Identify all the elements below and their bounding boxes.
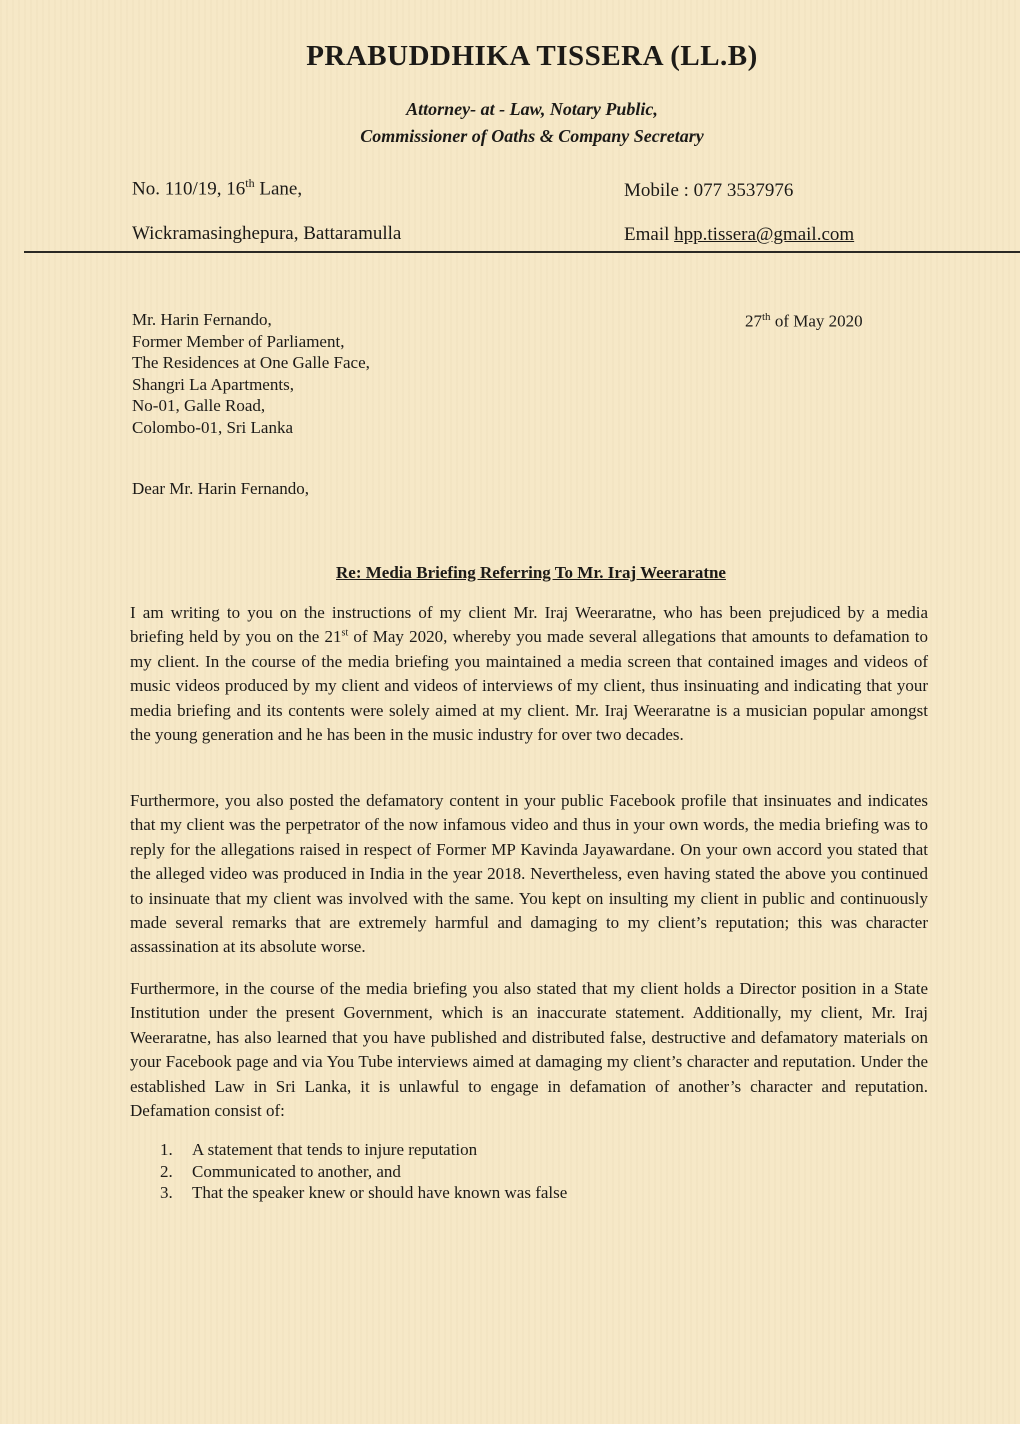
subject-line: Re: Media Briefing Referring To Mr. Iraj Weeraratne xyxy=(336,563,726,582)
letterhead-title-line1: Attorney- at - Law, Notary Public, xyxy=(406,99,658,119)
email-link[interactable]: hpp.tissera@gmail.com xyxy=(674,224,855,245)
letterhead-title-line2: Commissioner of Oaths & Company Secretary xyxy=(360,126,704,146)
recipient-line: No-01, Galle Road, xyxy=(132,396,266,416)
recipient-line: Colombo-01, Sri Lanka xyxy=(132,417,294,437)
letter-date: 27th of May 2020 xyxy=(745,311,863,331)
defamation-elements-list xyxy=(160,1139,567,1204)
recipient-line: Mr. Harin Fernando, xyxy=(132,310,272,329)
recipient-line: The Residences at One Galle Face, xyxy=(132,353,370,373)
body-paragraph-1: I am writing to you on the instructions of my client Mr. Iraj Weeraratne, who has been prejudiced by a media briefing held by you on the 21st of May 2020, whereby you made several allegations that amounts to defamation to my client. In the course of the media briefing you maintained a media screen that contained images and videos of music videos produced by my client and videos of interviews of my client, thus insinuating and indicating that your media briefing and its contents were solely aimed at my client. Mr. Iraj Weeraratne is a musician popular amongst the young generation and he has been in the music industry for over two decades. xyxy=(130,603,928,745)
letterhead-mobile: Mobile : 077 3537976 xyxy=(624,180,794,201)
letterhead-divider xyxy=(24,251,1020,253)
body-paragraph-2: Furthermore, you also posted the defamatory content in your public Facebook profile that insinuates and indicates that my client was the perpetrator of the now infamous video and thus in your own words, the media briefing was to reply for the allegations raised in respect of Former MP Kavinda Jayawardane. On your own accord you stated that the alleged video was produced in India in the year 2018. Nevertheless, even having stated the above you continued to insinuate that my client was involved with the same. You kept on insulting my client in public and continuously made several remarks that are extremely harmful and damaging to my client’s reputation; this was character assassination at its absolute worse. xyxy=(130,791,928,957)
recipient-line: Shangri La Apartments, xyxy=(132,374,294,394)
recipient-address xyxy=(132,309,370,439)
letterhead-address-line2: Wickramasinghepura, Battaramulla xyxy=(132,223,402,244)
letterhead-name: PRABUDDHIKA TISSERA (LL.B) xyxy=(306,40,758,72)
letterhead-address-line1: No. 110/19, 16th Lane, xyxy=(132,176,303,200)
list-item: 3. That the speaker knew or should have known was false xyxy=(160,1183,568,1203)
list-item: 1. A statement that tends to injure reputation xyxy=(160,1140,478,1159)
salutation: Dear Mr. Harin Fernando, xyxy=(132,479,310,498)
body-paragraph-3: Furthermore, in the course of the media briefing you also stated that my client holds a Director position in a State Institution under the present Government, which is an inaccurate statement. Additionally, my client, Mr. Iraj Weeraratne, has also learned that you have published and distributed false, destructive and defamatory materials on your Facebook page and via You Tube interviews aimed at damaging my client’s character and reputation. Under the established Law in Sri Lanka, it is unlawful to engage in defamation of another’s character and reputation. Defamation consist of: xyxy=(130,979,928,1121)
recipient-line: Former Member of Parliament, xyxy=(132,331,345,351)
list-item: 2. Communicated to another, and xyxy=(160,1161,401,1181)
letterhead-email: Email hpp.tissera@gmail.com xyxy=(624,224,855,245)
